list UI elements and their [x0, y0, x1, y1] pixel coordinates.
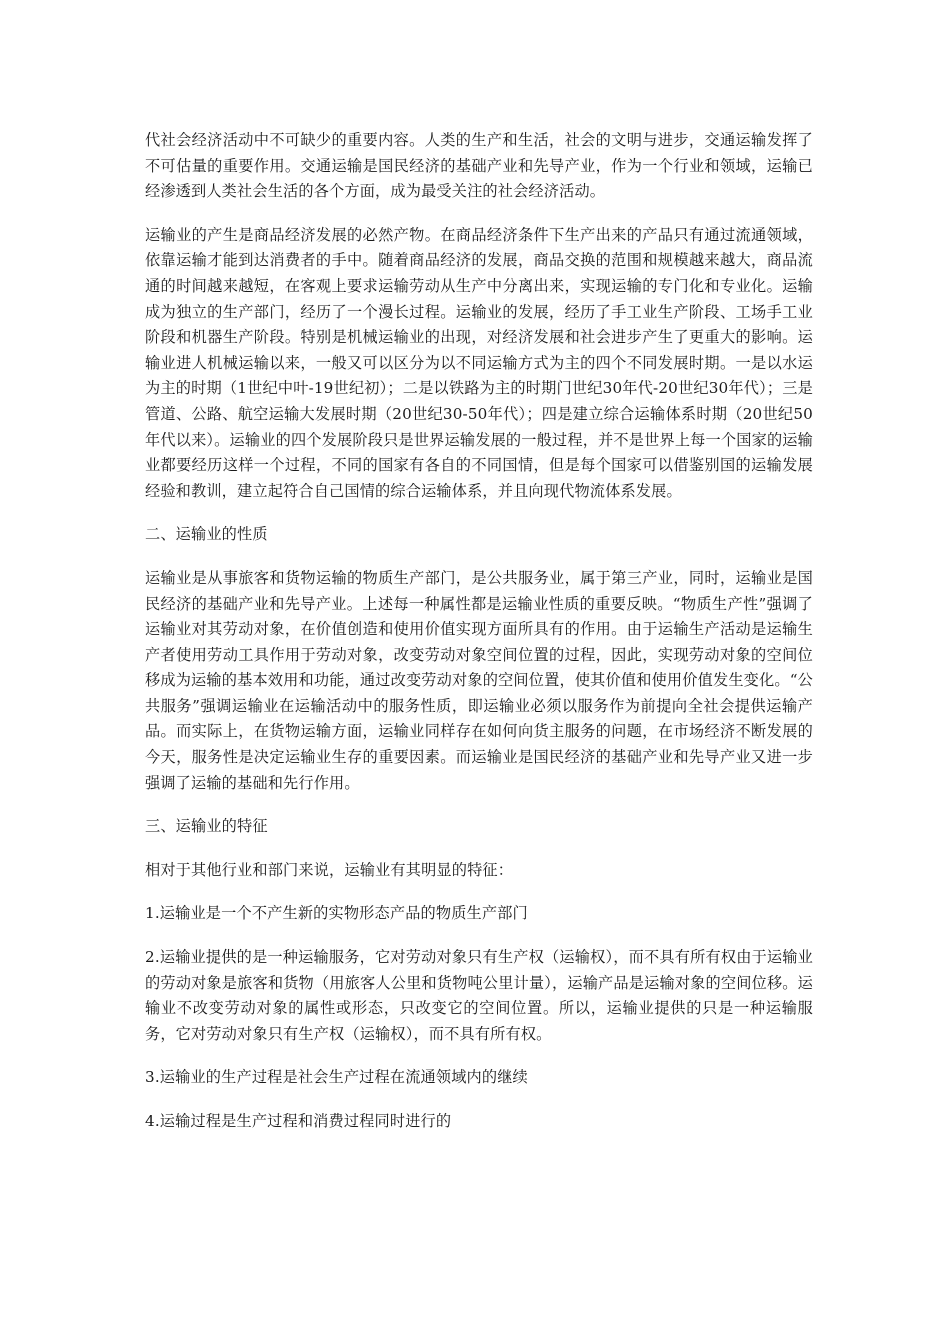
section-heading-features: 三、运输业的特征	[145, 817, 268, 836]
section-heading-nature: 二、运输业的性质	[145, 525, 268, 544]
feature-item-1: 1.运输业是一个不产生新的实物形态产品的物质生产部门	[145, 904, 528, 923]
feature-item-2: 2.运输业提供的是一种运输服务，它对劳动对象只有生产权（运输权），而不具有所有权由于运输业的劳动对象是旅客和货物（用旅客人公里和货物吨公里计量），运输产品是运输对象的空间位移。运输业不改变劳动对象的属性或形态，只改变它的空间位置。所以，运输业提供的只是一种运输服务，它对劳动对象只有生产权（运输权），而不具有所有权。	[145, 948, 813, 1043]
nature-paragraph: 运输业是从事旅客和货物运输的物质生产部门，是公共服务业，属于第三产业，同时，运输业是国民经济的基础产业和先导产业。上述每一种属性都是运输业性质的重要反映。“物质生产性”强调了运输业对其劳动对象，在价值创造和使用价值实现方面所具有的作用。由于运输生产活动是运输生产者使用劳动工具作用于劳动对象，改变劳动对象空间位置的过程，因此，实现劳动对象的空间位移成为运输的基本效用和功能，通过改变劳动对象的空间位置，使其价值和使用价值发生变化。“公共服务”强调运输业在运输活动中的服务性质，即运输业必须以服务作为前提向全社会提供运输产品。而实际上，在货物运输方面，运输业同样存在如何向货主服务的问题，在市场经济不断发展的今天，服务性是决定运输业生存的重要因素。而运输业是国民经济的基础产业和先导产业又进一步强调了运输的基础和先行作用。	[145, 568, 813, 792]
feature-item-4: 4.运输过程是生产过程和消费过程同时进行的	[145, 1112, 452, 1130]
features-intro-paragraph: 相对于其他行业和部门来说，运输业有其明显的特征：	[145, 860, 514, 879]
feature-item-3: 3.运输业的生产过程是社会生产过程在流通领域内的继续	[145, 1068, 528, 1087]
origin-paragraph: 运输业的产生是商品经济发展的必然产物。在商品经济条件下生产出来的产品只有通过流通领域，依靠运输才能到达消费者的手中。随着商品经济的发展，商品交换的范围和规模越来越大，商品流通的时间越来越短，在客观上要求运输劳动从生产中分离出来，实现运输的专门化和专业化。运输成为独立的生产部门，经历了一个漫长过程。运输业的发展，经历了手工业生产阶段、工场手工业阶段和机器生产阶段。特别是机械运输业的出现，对经济发展和社会进步产生了更重大的影响。运输业进人机械运输以来，一般又可以区分为以不同运输方式为主的四个不同发展时期。一是以水运为主的时期（1世纪中叶-19世纪初）；二是以铁路为主的时期门世纪30年代-20世纪30年代）；三是管道、公路、航空运输大发展时期（20世纪30-50年代）；四是建立综合运输体系时期（20世纪50年代以来）。运输业的四个发展阶段只是世界运输发展的一般过程，并不是世界上每一个国家的运输业都要经历这样一个过程，不同的国家有各自的不同国情，但是每个国家可以借鉴别国的运输发展经验和教训，建立起符合自己国情的综合运输体系，并且向现代物流体系发展。	[145, 225, 813, 500]
document-body	[145, 128, 813, 1153]
intro-paragraph: 代社会经济活动中不可缺少的重要内容。人类的生产和生活，社会的文明与进步，交通运输发挥了不可估量的重要作用。交通运输是国民经济的基础产业和先导产业，作为一个行业和领域，运输已经渗透到人类社会生活的各个方面，成为最受关注的社会经济活动。	[145, 131, 813, 201]
